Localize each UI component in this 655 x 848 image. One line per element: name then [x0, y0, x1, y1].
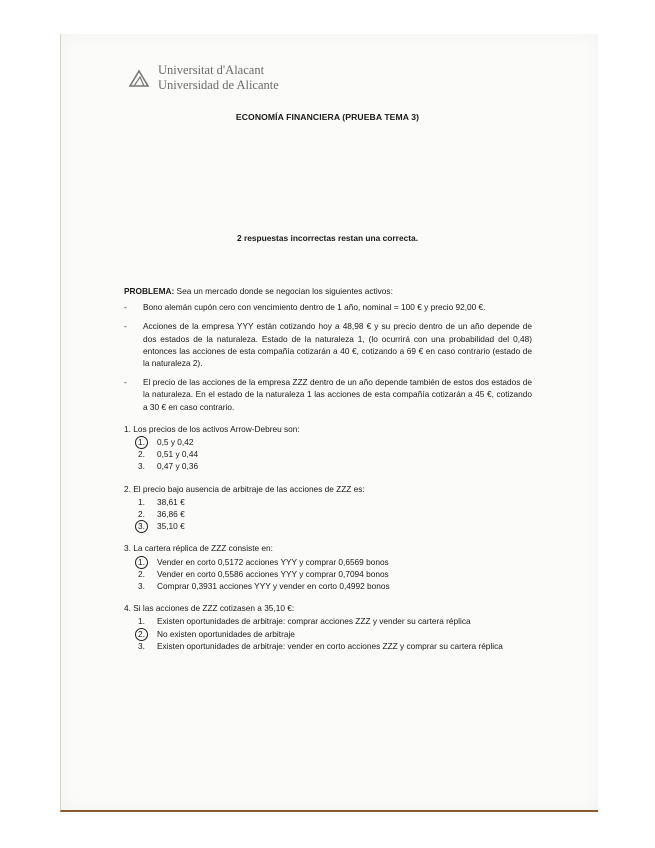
problem-intro	[124, 285, 532, 297]
asset-list	[124, 301, 532, 413]
exam-title: ECONOMÍA FINANCIERA (PRUEBA TEMA 3)	[235, 112, 420, 122]
marked-answer: 2.	[138, 628, 152, 640]
logo-line-2: Universidad de Alicante	[158, 78, 279, 92]
option: 2. No existen oportunidades de arbitraje	[138, 628, 295, 639]
marked-answer: 3.	[138, 520, 152, 532]
option: 1. 38,61 €	[138, 496, 185, 507]
list-item: - Acciones de la empresa YYY están cotizando hoy a 48,98 € y su precio dentro de un año depende de dos estados de la naturaleza. Estado de la naturaleza 1, (lo ocurrirá con una probabilidad del 0,48) entonces las acciones de esta compañía cotizarán a 40 €, cotizando a 69 € en caso contrario (estado de la naturaleza 2).	[124, 321, 532, 369]
option: 1. Vender en corto 0,5172 acciones YYY y comprar 0,6569 bonos	[138, 556, 389, 567]
question-text: 2. El precio bajo ausencia de arbitraje de las acciones de ZZZ es:	[124, 483, 365, 494]
question-2	[124, 483, 532, 533]
marked-answer: 1.	[138, 556, 152, 568]
list-item: - El precio de las acciones de la empresa ZZZ dentro de un año depende también de estos dos estados de la naturaleza. En el estado de la naturaleza 1 las acciones de esta compañía cotizarán a 45 €, cotizando a 30 € en caso contrario.	[124, 377, 532, 412]
option: 1. Existen oportunidades de arbitraje: comprar acciones ZZZ y vender su cartera réplica	[138, 616, 471, 627]
option: 3. Comprar 0,3931 acciones YYY y vender en corto 0,4992 bonos	[138, 581, 390, 592]
option: 3. 0,47 y 0,36	[138, 461, 199, 472]
option: 2. 36,86 €	[138, 509, 185, 520]
question-4	[124, 602, 532, 652]
marked-answer: 1.	[138, 436, 152, 448]
exam-body	[124, 285, 532, 652]
option: 3. 35,10 €	[138, 521, 185, 532]
question-text: 1. Los precios de los activos Arrow-Debreu son:	[124, 423, 300, 434]
question-text: 3. La cartera réplica de ZZZ consiste en:	[124, 543, 273, 554]
option: 2. Vender en corto 0,5586 acciones YYY y comprar 0,7094 bonos	[138, 568, 389, 579]
scoring-note: 2 respuestas incorrectas restan una correcta.	[236, 233, 419, 243]
option: 3. Existen oportunidades de arbitraje: vender en corto acciones ZZZ y comprar su cartera réplica	[138, 640, 503, 651]
question-1	[124, 423, 532, 473]
option: 2. 0,51 y 0,44	[138, 449, 199, 460]
logo-line-1: Universitat d'Alacant	[158, 63, 265, 77]
list-item: - Bono alemán cupón cero con vencimiento dentro de 1 año, nominal = 100 € y precio 92,00 €.	[124, 302, 486, 313]
university-emblem-icon	[128, 68, 150, 88]
problem-intro-text: Sea un mercado donde se negocian los siguientes activos:	[174, 286, 393, 296]
option: 1. 0,5 y 0,42	[138, 437, 194, 448]
question-3	[124, 542, 532, 592]
university-logo	[128, 63, 279, 93]
question-text: 4. Si las acciones de ZZZ cotizasen a 35,10 €:	[124, 603, 295, 614]
problem-label: PROBLEMA:	[124, 286, 175, 296]
